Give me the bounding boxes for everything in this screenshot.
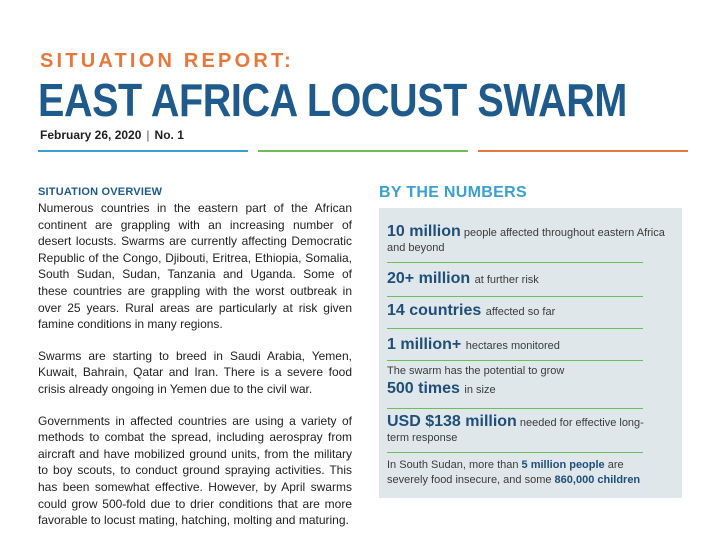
- stat-value: 500 times: [387, 380, 460, 397]
- overview-paragraph-3: Governments in affected countries are using a variety of methods to combat the spread, including aerospray from aircraft and have mobilized ground units, from the military to boy scouts, to conduct ground spraying activities. This has been somewhat effective. However, by April swarms could grow 500-fold due to drier conditions that are more favorable to locust mating, hatching, molting and maturing.: [38, 413, 352, 528]
- stat-value: 14 countries: [387, 302, 482, 319]
- stat-value: 1 million+: [387, 336, 462, 353]
- overview-paragraph-2: Swarms are starting to breed in Saudi Arabia, Yemen, Kuwait, Bahrain, Qatar and Iran. There is a severe food crisis already ongoing in Yemen due to the civil war.: [38, 348, 352, 396]
- stat-value: USD $138 million: [387, 413, 517, 430]
- section-heading: SITUATION OVERVIEW: [38, 186, 163, 198]
- divider-green: [258, 150, 468, 152]
- stat-south-sudan: [387, 458, 665, 488]
- overview-paragraph-1: Numerous countries in the eastern part of the African continent are grappling with an increasing number of desert locusts. Swarms are currently affecting Democratic Republic of the Congo, Djibouti, Eritrea, Ethiopia, Somalia, South Sudan, Sudan, Tanzania and Uganda. Some of these countries are grappling with the worst outbreak in over 25 years. Rural areas are particularly at risk given famine conditions in many regions.: [38, 201, 352, 332]
- stat-growth: [387, 365, 665, 398]
- report-date: February 26, 2020: [40, 128, 142, 142]
- stat-divider: [387, 452, 643, 453]
- stat-label: in size: [464, 384, 496, 396]
- stat-label: at further risk: [474, 274, 539, 286]
- stat-hectares: [387, 336, 665, 354]
- numbers-heading: BY THE NUMBERS: [379, 184, 527, 201]
- dateline-separator: |: [146, 128, 150, 142]
- stat-countries: [387, 302, 665, 320]
- stat-divider: [387, 296, 643, 297]
- stat-people-affected: [387, 224, 665, 256]
- stat-label: affected so far: [485, 306, 556, 318]
- numbers-panel: [379, 208, 682, 498]
- report-title: EAST AFRICA LOCUST SWARM: [38, 74, 627, 126]
- report-issue: No. 1: [154, 128, 184, 142]
- report-kicker: SITUATION REPORT:: [40, 50, 295, 72]
- stat-divider: [387, 328, 643, 329]
- stat-value: 5 million people: [521, 459, 605, 471]
- stat-label: people affected throughout eastern Africa and beyond: [387, 227, 665, 254]
- stat-funding: [387, 414, 665, 446]
- stat-intro: The swarm has the potential to grow: [387, 365, 565, 377]
- stat-label: hectares monitored: [465, 340, 560, 352]
- stat-divider: [387, 262, 643, 263]
- stat-divider: [387, 360, 643, 361]
- stat-value: 860,000 children: [554, 474, 641, 486]
- stat-text: are severely food insecure, and some: [387, 459, 624, 486]
- stat-value: 10 million: [387, 223, 461, 240]
- stat-value: 20+ million: [387, 270, 471, 287]
- situation-overview: [38, 186, 352, 544]
- dateline: [40, 128, 184, 142]
- stat-at-risk: [387, 270, 665, 288]
- divider-blue: [38, 150, 248, 152]
- divider-orange: [478, 150, 688, 152]
- stat-divider: [387, 408, 643, 409]
- stat-intro: In South Sudan, more than: [387, 459, 519, 471]
- stat-label: needed for effective long-term response: [387, 417, 644, 444]
